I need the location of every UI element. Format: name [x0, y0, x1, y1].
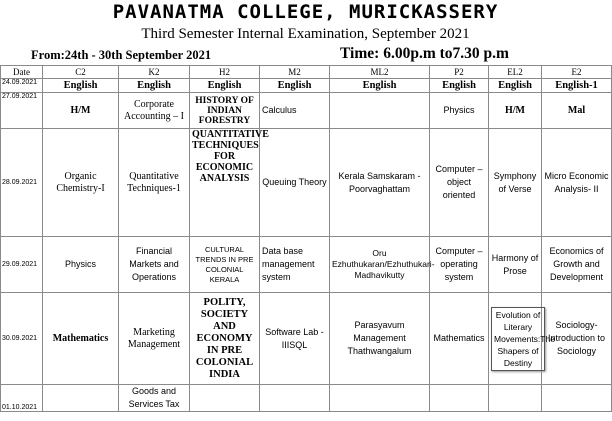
college-title: PAVANATMA COLLEGE, MURICKASSERY — [112, 1, 499, 23]
table-cell: Harmony of Prose — [489, 237, 542, 293]
col-header-c2: C2 — [43, 66, 119, 79]
table-cell: Mathematics — [43, 293, 119, 385]
row-date: 30.09.2021 — [1, 293, 43, 385]
row-date: 01.10.2021 — [1, 385, 43, 412]
table-cell: Quantitative Techniques-1 — [119, 129, 190, 237]
table-cell: CULTURAL TRENDS IN PRE COLONIAL KERALA — [190, 237, 260, 293]
col-header-p2: P2 — [430, 66, 489, 79]
table-row — [1, 237, 612, 293]
table-cell: HISTORY OF INDIAN FORESTRY — [190, 93, 260, 129]
table-cell: English-1 — [542, 79, 612, 93]
table-row — [1, 385, 612, 412]
row-date: 28.09.2021 — [1, 129, 43, 237]
table-cell: Marketing Management — [119, 293, 190, 385]
col-header-k2: K2 — [119, 66, 190, 79]
table-cell: H/M — [43, 93, 119, 129]
table-cell: Calculus — [260, 93, 330, 129]
table-cell: Kerala Samskaram - Poorvaghattam — [330, 129, 430, 237]
table-cell: Sociology-Introduction to Sociology — [542, 293, 612, 385]
table-cell: Parasyavum Management Thathwangalum — [330, 293, 430, 385]
table-cell: Physics — [430, 93, 489, 129]
row-date: 24.09.2021 — [1, 79, 43, 93]
table-cell: Financial Markets and Operations — [119, 237, 190, 293]
table-cell — [430, 385, 489, 412]
table-cell: English — [330, 79, 430, 93]
table-cell: English — [260, 79, 330, 93]
col-header-e2: E2 — [542, 66, 612, 79]
table-cell — [43, 385, 119, 412]
table-cell: POLITY, SOCIETY AND ECONOMY IN PRE COLONIAL INDIA — [190, 293, 260, 385]
col-header-h2: H2 — [190, 66, 260, 79]
table-cell: English — [489, 79, 542, 93]
table-row — [1, 129, 612, 237]
table-cell — [489, 293, 555, 385]
table-cell — [260, 385, 330, 412]
row-date: 29.09.2021 — [1, 237, 43, 293]
col-header-date: Date — [1, 66, 43, 79]
table-cell: QUANTITATIVE TECHNIQUES FOR ECONOMIC ANALYSIS — [190, 129, 260, 237]
table-cell — [542, 385, 612, 412]
table-cell: Organic Chemistry-I — [43, 129, 119, 237]
exam-title: Third Semester Internal Examination, September 2021 — [141, 26, 470, 42]
table-row — [1, 93, 612, 129]
header-row — [1, 66, 612, 79]
table-cell — [190, 385, 260, 412]
table-cell: Economics of Growth and Development — [542, 237, 612, 293]
table-cell — [330, 93, 430, 129]
table-cell: Mal — [542, 93, 612, 129]
col-header-m2: M2 — [260, 66, 330, 79]
table-cell: Software Lab - IIISQL — [260, 293, 330, 385]
table-cell: Oru Ezhuthukaran/Ezhuthukari-Madhavikutty — [330, 237, 430, 293]
timetable — [0, 65, 612, 412]
table-cell — [330, 385, 430, 412]
exam-time: Time: 6.00p.m to7.30 p.m — [340, 45, 509, 62]
col-header-el2: EL2 — [489, 66, 542, 79]
row-date: 27.09.2021 — [1, 93, 43, 129]
table-cell: English — [430, 79, 489, 93]
date-range: From:24th - 30th September 2021 — [31, 48, 212, 62]
table-row — [1, 79, 612, 93]
table-cell: H/M — [489, 93, 542, 129]
col-header-ml2: ML2 — [330, 66, 430, 79]
table-cell: Symphony of Verse — [489, 129, 542, 237]
table-cell: Corporate Accounting – I — [119, 93, 190, 129]
table-cell: Queuing Theory — [260, 129, 330, 237]
table-row — [1, 293, 612, 385]
table-cell: Data base management system — [260, 237, 330, 293]
table-cell: English — [119, 79, 190, 93]
table-cell: Physics — [43, 237, 119, 293]
table-cell: English — [43, 79, 119, 93]
table-cell: Micro Economic Analysis- II — [542, 129, 612, 237]
table-cell: English — [190, 79, 260, 93]
table-cell: Goods and Services Tax — [119, 385, 190, 412]
table-cell — [489, 385, 542, 412]
highlighted-cell-text: Evolution of Literary Movements:The Shapers of Destiny — [491, 307, 545, 371]
table-cell: Computer –object oriented — [430, 129, 489, 237]
table-cell: Mathematics — [430, 293, 489, 385]
exam-info-bar — [0, 45, 611, 65]
table-cell: Computer –operating system — [430, 237, 489, 293]
